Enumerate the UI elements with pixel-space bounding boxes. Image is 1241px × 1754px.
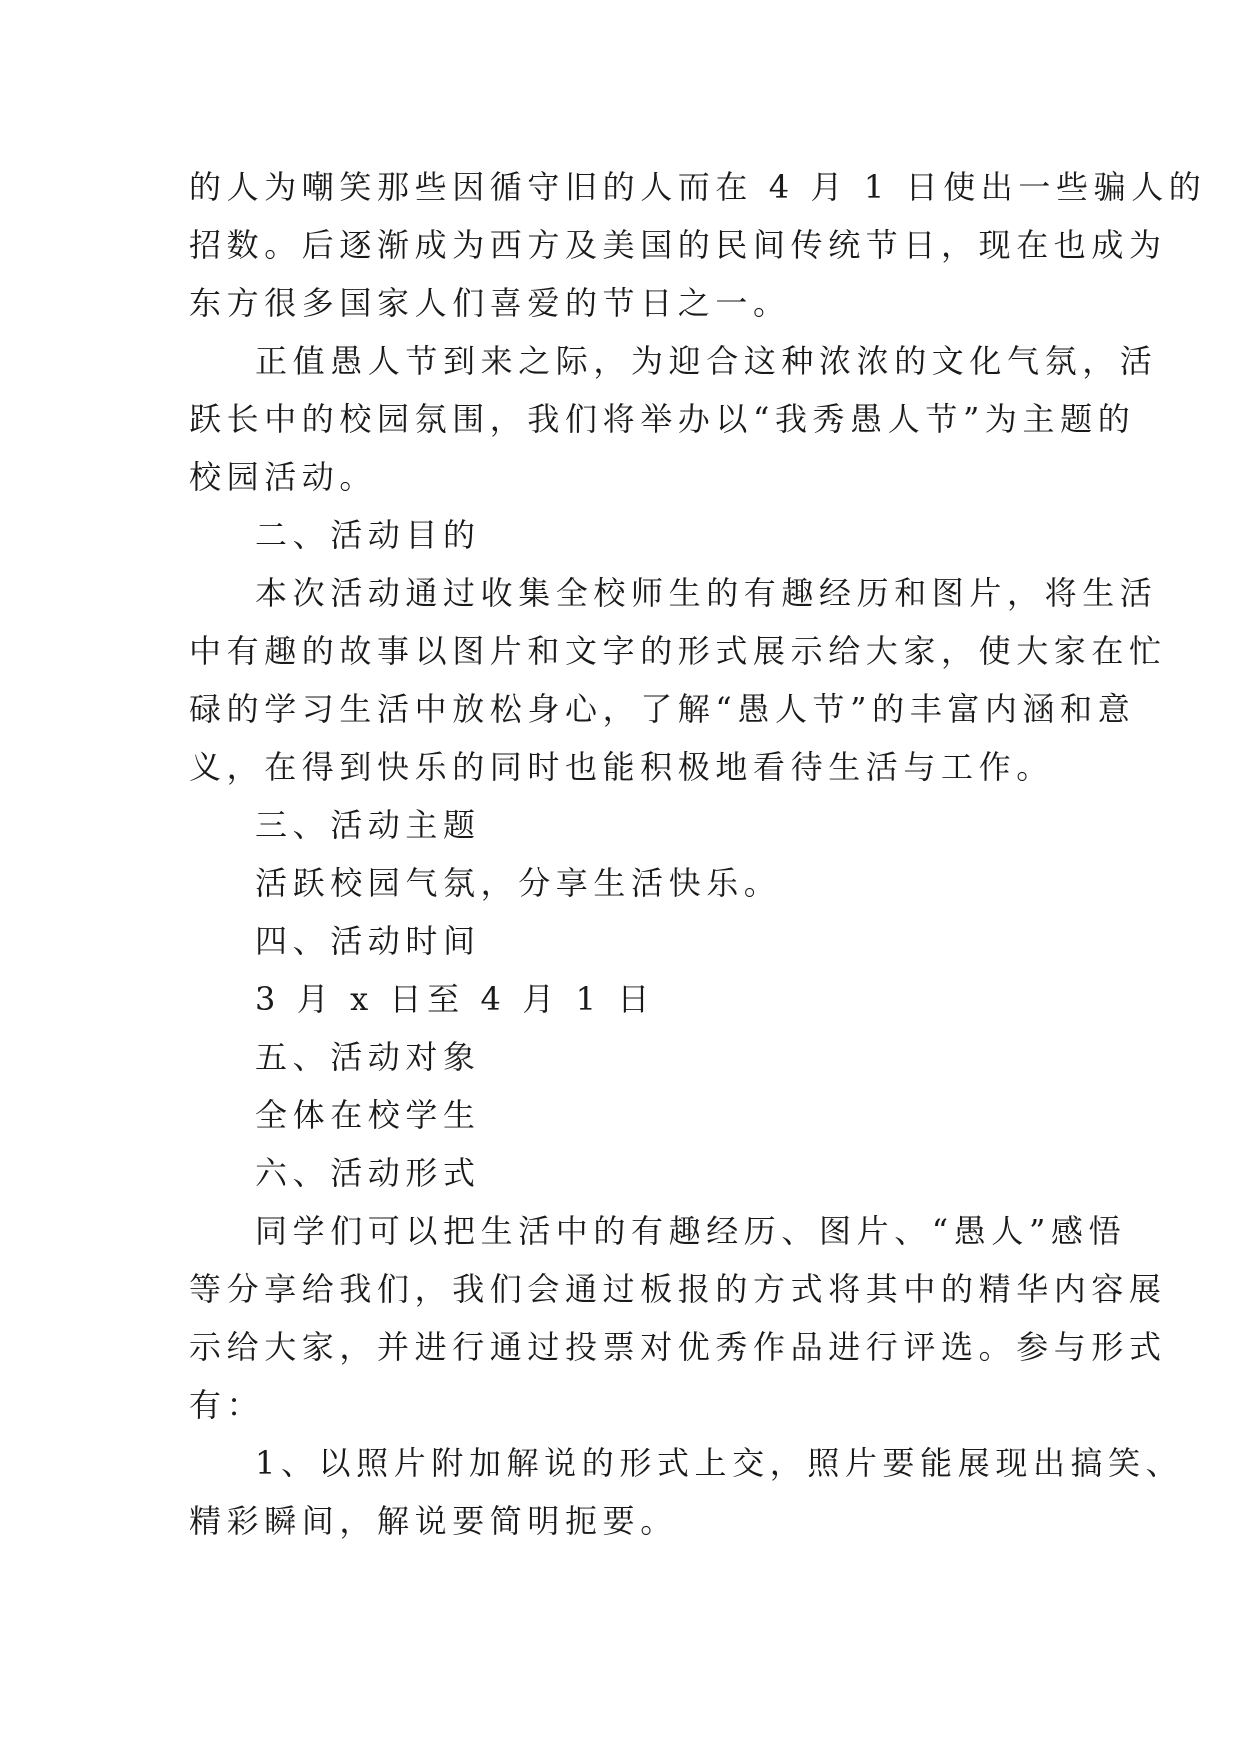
text-line-11: 义，在得到快乐的同时也能积极地看待生活与工作。 <box>189 748 1054 786</box>
text-line-2: 招数。后逐渐成为西方及美国的民间传统节日，现在也成为 <box>189 226 1167 264</box>
text-line-21: 示给大家，并进行通过投票对优秀作品进行评选。参与形式 <box>189 1328 1167 1366</box>
section-heading-theme: 三、活动主题 <box>255 806 481 844</box>
text-line-24: 精彩瞬间，解说要简明扼要。 <box>189 1502 678 1540</box>
text-line-10: 碌的学习生活中放松身心，了解“愚人节”的丰富内涵和意 <box>189 690 1136 728</box>
document-body <box>189 158 1207 1550</box>
text-line-8: 本次活动通过收集全校师生的有趣经历和图片，将生活 <box>255 574 1158 612</box>
text-line-1: 的人为嘲笑那些因循守旧的人而在 4 月 1 日使出一些骗人的 <box>189 168 1207 206</box>
section-heading-audience: 五、活动对象 <box>255 1038 481 1076</box>
text-line-6: 校园活动。 <box>189 458 378 496</box>
text-line-20: 等分享给我们，我们会通过板报的方式将其中的精华内容展 <box>189 1270 1167 1308</box>
text-line-5: 跃长中的校园氛围，我们将举办以“我秀愚人节”为主题的 <box>189 400 1136 438</box>
text-line-19: 同学们可以把生活中的有趣经历、图片、“愚人”感悟 <box>255 1212 1127 1250</box>
text-line-3: 东方很多国家人们喜爱的节日之一。 <box>189 284 791 322</box>
text-line-17: 全体在校学生 <box>255 1096 481 1134</box>
text-line-4: 正值愚人节到来之际，为迎合这种浓浓的文化气氛，活 <box>255 342 1158 380</box>
section-heading-format: 六、活动形式 <box>255 1154 481 1192</box>
text-line-9: 中有趣的故事以图片和文字的形式展示给大家，使大家在忙 <box>189 632 1167 670</box>
text-line-22: 有： <box>189 1386 265 1424</box>
section-heading-purpose: 二、活动目的 <box>255 516 481 554</box>
section-heading-time: 四、活动时间 <box>255 922 481 960</box>
text-line-23: 1、以照片附加解说的形式上交，照片要能展现出搞笑、 <box>255 1444 1184 1482</box>
text-line-15: 3 月 x 日至 4 月 1 日 <box>255 980 655 1018</box>
text-line-13: 活跃校园气氛，分享生活快乐。 <box>255 864 782 902</box>
